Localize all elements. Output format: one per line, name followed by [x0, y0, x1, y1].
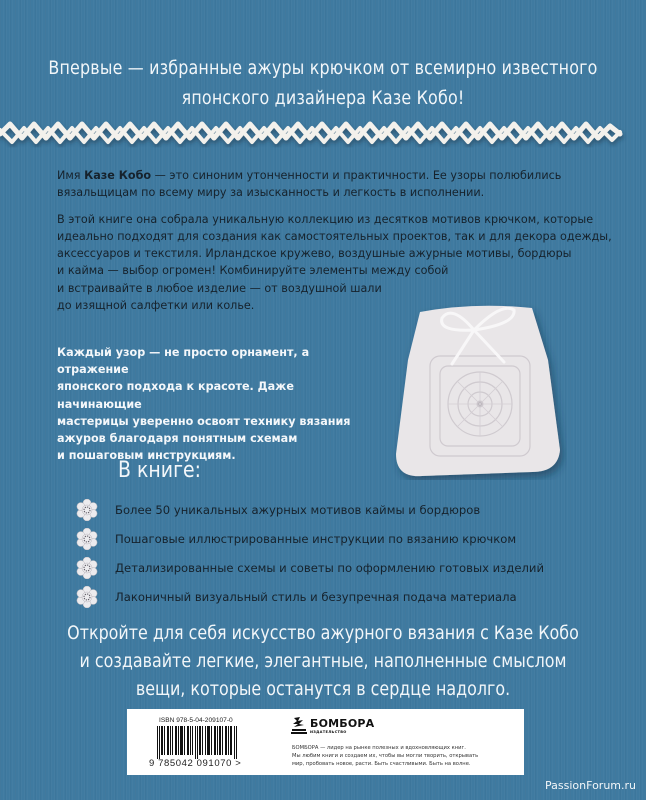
crochet-lace-border-image [0, 112, 646, 154]
isbn-label: ISBN 978-5-04-209107-0 [159, 717, 233, 724]
headline-line-1: Впервые — избранные ажуры крючком от всемирно известного [48, 58, 598, 79]
features-list [76, 495, 636, 611]
features-title: В книге: [118, 458, 202, 483]
crochet-flower-icon [76, 557, 98, 579]
crochet-flower-icon [76, 528, 98, 550]
publisher-description: БОМБОРА — лидер на рынке полезных и вдохновляющих книг. Мы любим книги и создаем их, чтобы вы могли творить, открывать мир, пробовать новое, расти. Быть счастливыми. Быть на волне. [292, 745, 479, 768]
site-watermark: PassionForum.ru [545, 779, 636, 792]
feature-label: Более 50 уникальных ажурных мотивов каймы и бордюров [115, 502, 481, 517]
closing-text: Откройте для себя искусство ажурного вязания с Казе Кобо и создавайте легкие, элегантные, наполненные смыслом вещи, которые останутся в сердце надолго. [67, 623, 579, 700]
designer-name: Казе Кобо [84, 169, 152, 182]
feature-label: Пошаговые иллюстрированные инструкции по вязанию крючком [115, 531, 517, 546]
cover-headline [45, 54, 601, 114]
intro-paragraph-2: В этой книге она собрала уникальную коллекцию из десятков мотивов крючком, которые идеально подходят для создания как самостоятельных проектов, так и для декора одежды, аксессуаров и текстиля. Ирландское кружево, воздушные ажурные мотивы, бордюры и кайма — выбор огромен! Комбинируйте элементы между собой и встраивайте в любое изделие — от воздушной шали до изящной салфетки или колье. [57, 212, 612, 313]
feature-label: Лаконичный визуальный стиль и безупречная подача материала [115, 589, 517, 604]
barcode-image [157, 726, 239, 759]
intro-paragraph-1: Имя Казе Кобо — это синоним утонченности и практичности. Ее узоры полюбились вязальщицам по всему миру за изысканность и легкость в исполнении. [57, 169, 562, 200]
feature-label: Детализированные схемы и советы по оформлению готовых изделий [115, 560, 544, 575]
crochet-flower-icon [76, 586, 98, 608]
headline-line-2: японского дизайнера Казе Кобо! [181, 88, 465, 109]
publisher-logo [291, 714, 374, 738]
feature-item [76, 582, 636, 611]
crochet-pouch-image [382, 300, 567, 480]
publisher-subtitle: ИЗДАТЕЛЬСТВО [310, 730, 347, 734]
barcode-digits: 9 785042 091070 > [149, 758, 242, 769]
feature-item [76, 524, 636, 553]
feature-item [76, 495, 636, 524]
publisher-info-box [127, 709, 524, 775]
crochet-flower-icon [76, 499, 98, 521]
publisher-name: БОМБОРА [310, 717, 375, 730]
bombora-logo-icon [291, 716, 307, 736]
feature-item [76, 553, 636, 582]
quote-text: Каждый узор — не просто орнамент, а отражение японского подхода к красоте. Даже начинающие мастерицы уверенно освоят технику вязания ажуров благодаря понятным схемам и пошаговым инструкциям. [57, 346, 351, 463]
